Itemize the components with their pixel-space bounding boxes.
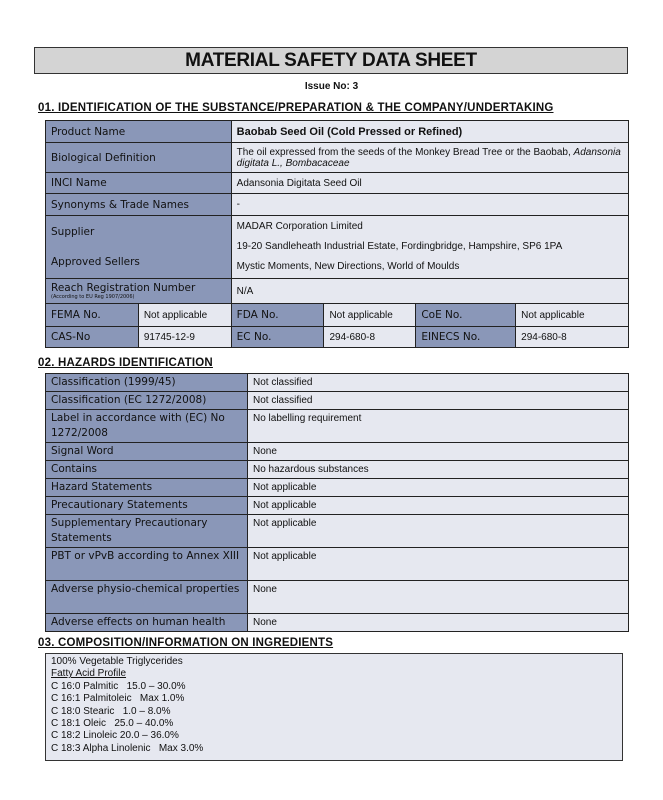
hazard-label: Signal Word	[46, 443, 248, 461]
hazard-value: None	[248, 443, 629, 461]
product-name-value: Baobab Seed Oil (Cold Pressed or Refined)	[231, 121, 628, 143]
section-02-heading: 02. HAZARDS IDENTIFICATION	[38, 357, 213, 369]
fatty-acid-line: C 18:3 Alpha Linolenic Max 3.0%	[51, 742, 204, 754]
approved-sellers-label: Approved Sellers	[51, 256, 140, 268]
fatty-acid-line: C 18:2 Linoleic 20.0 – 36.0%	[51, 730, 179, 742]
hazard-row	[46, 392, 629, 410]
bio-def-value	[231, 143, 628, 173]
supplier-address: 19-20 Sandleheath Industrial Estate, Fordingbridge, Hampshire, SP6 1PA	[236, 241, 563, 252]
hazard-label: Adverse effects on human health	[46, 614, 248, 632]
reach-value: N/A	[231, 279, 628, 304]
hazard-value: Not classified	[248, 392, 629, 410]
reach-label-cell	[46, 279, 232, 304]
approved-sellers: Mystic Moments, New Directions, World of Moulds	[236, 261, 460, 272]
supplier-values	[231, 216, 628, 279]
hazard-row	[46, 581, 629, 614]
inci-value: Adansonia Digitata Seed Oil	[231, 173, 628, 194]
supplier-label: Supplier	[51, 226, 95, 238]
hazard-row	[46, 479, 629, 497]
hazard-label: Precautionary Statements	[46, 497, 248, 515]
product-name-label: Product Name	[46, 121, 232, 143]
einecs-value: 294-680-8	[516, 327, 629, 348]
hazard-value: Not classified	[248, 374, 629, 392]
hazard-row	[46, 614, 629, 632]
hazard-row	[46, 497, 629, 515]
ec-value: 294-680-8	[324, 327, 416, 348]
fatty-acid-line: C 16:1 Palmitoleic Max 1.0%	[51, 693, 185, 705]
fatty-acid-line: C 18:1 Oleic 25.0 – 40.0%	[51, 718, 174, 730]
synonyms-value: -	[231, 194, 628, 216]
hazard-label: Supplementary Precautionary Statements	[46, 515, 248, 548]
hazard-row	[46, 548, 629, 581]
bio-def-label: Biological Definition	[46, 143, 232, 173]
hazard-label: Contains	[46, 461, 248, 479]
hazards-table	[45, 373, 629, 632]
hazard-value: Not applicable	[248, 497, 629, 515]
bio-def-species: Adansonia digitata L., Bombacaceae	[236, 146, 621, 169]
hazard-value: Not applicable	[248, 548, 629, 581]
hazard-label: Classification (EC 1272/2008)	[46, 392, 248, 410]
hazard-row	[46, 515, 629, 548]
supplier-sellers-labels	[46, 216, 232, 279]
issue-number: Issue No: 3	[304, 81, 359, 92]
hazard-value: Not applicable	[248, 479, 629, 497]
hazard-value: None	[248, 614, 629, 632]
hazard-value: Not applicable	[248, 515, 629, 548]
synonyms-label: Synonyms & Trade Names	[46, 194, 232, 216]
einecs-label: EINECS No.	[416, 327, 516, 348]
hazard-value: No hazardous substances	[248, 461, 629, 479]
hazard-row	[46, 410, 629, 443]
hazard-value: No labelling requirement	[248, 410, 629, 443]
reach-label: Reach Registration Number	[51, 282, 196, 294]
supplier-name: MADAR Corporation Limited	[236, 221, 363, 232]
composition-intro: 100% Vegetable Triglycerides	[51, 656, 183, 667]
fda-value: Not applicable	[324, 304, 416, 327]
fema-label: FEMA No.	[46, 304, 139, 327]
hazard-label: Label in accordance with (EC) No 1272/2008	[46, 410, 248, 443]
composition-box	[45, 653, 623, 761]
hazard-label: Classification (1999/45)	[46, 374, 248, 392]
document-title: MATERIAL SAFETY DATA SHEET	[34, 47, 628, 74]
hazard-row	[46, 461, 629, 479]
coe-label: CoE No.	[416, 304, 516, 327]
fema-value: Not applicable	[138, 304, 231, 327]
cas-label: CAS-No	[46, 327, 139, 348]
bio-def-text: The oil expressed from the seeds of the Monkey Bread Tree or the Baobab,	[236, 146, 574, 158]
fatty-acid-line: C 18:0 Stearic 1.0 – 8.0%	[51, 705, 171, 717]
inci-label: INCI Name	[46, 173, 232, 194]
hazard-label: Adverse physio-chemical properties	[46, 581, 248, 614]
reach-note: (According to EU Reg 1907/2006)	[51, 294, 135, 300]
hazard-label: PBT or vPvB according to Annex XIII	[46, 548, 248, 581]
identification-table	[45, 120, 629, 348]
hazard-row	[46, 443, 629, 461]
cas-value: 91745-12-9	[138, 327, 231, 348]
hazard-row	[46, 374, 629, 392]
section-01-heading: 01. IDENTIFICATION OF THE SUBSTANCE/PREPARATION & THE COMPANY/UNDERTAKING	[38, 102, 554, 114]
section-03-heading: 03. COMPOSITION/INFORMATION ON INGREDIENTS	[38, 637, 334, 649]
hazard-value: None	[248, 581, 629, 614]
fda-label: FDA No.	[231, 304, 324, 327]
coe-value: Not applicable	[516, 304, 629, 327]
fatty-acid-profile-title: Fatty Acid Profile	[51, 668, 127, 680]
hazard-label: Hazard Statements	[46, 479, 248, 497]
ec-label: EC No.	[231, 327, 324, 348]
fatty-acid-line: C 16:0 Palmitic 15.0 – 30.0%	[51, 680, 186, 692]
